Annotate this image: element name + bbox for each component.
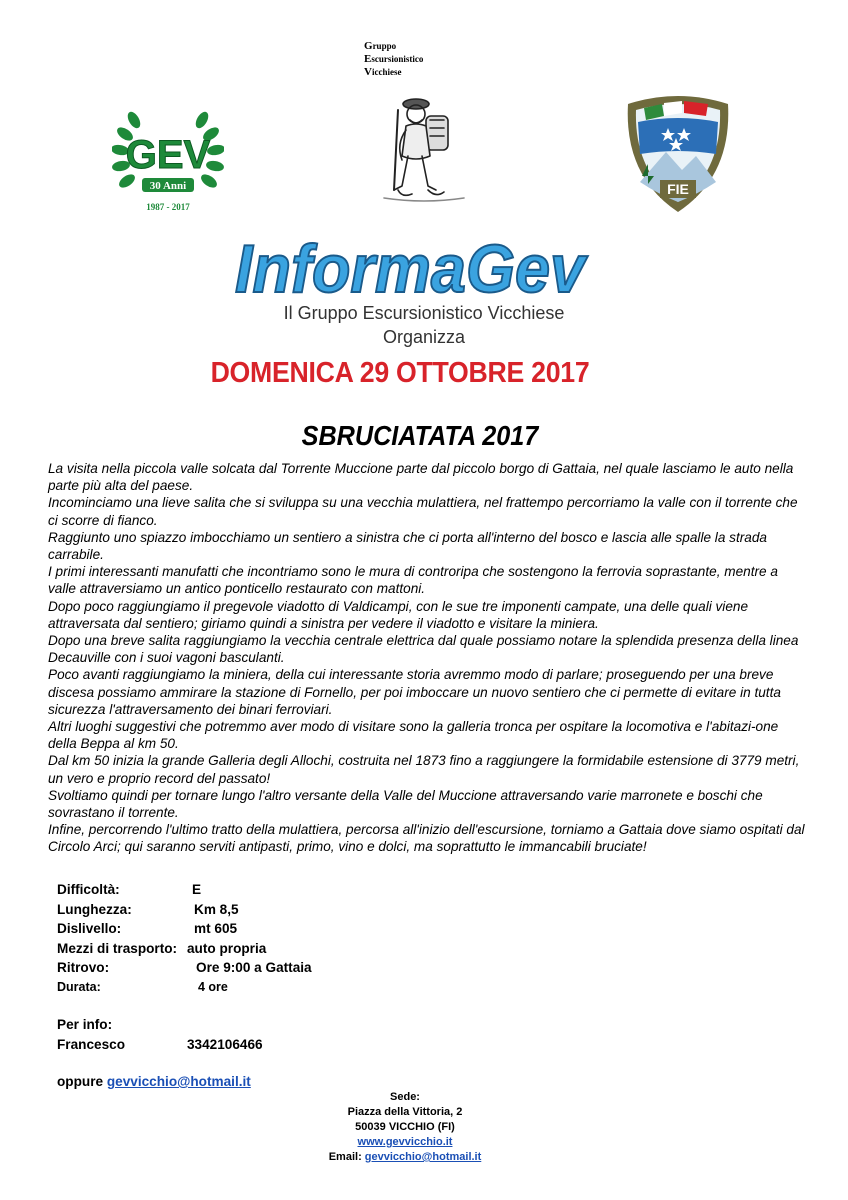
alternative-contact (57, 1074, 251, 1089)
detail-label: Ritrovo: (57, 960, 110, 975)
detail-value: Ore 9:00 a Gattaia (196, 960, 312, 975)
description-paragraph: La visita nella piccola valle solcata dal Torrente Muccione parte dal piccolo borgo di Gattaia, nel quale lasciamo le auto nella parte più alta del paese. (48, 461, 794, 494)
detail-value: Km 8,5 (194, 901, 239, 917)
detail-value: E (192, 882, 202, 897)
fie-logo-text: FIE (667, 181, 689, 197)
group-name-initial: G (364, 40, 373, 52)
description-paragraph: Dopo una breve salita raggiungiamo la vecchia centrale elettrica dal quale possiamo notare la splendida presenza della linea Decauville con i suoi vagoni basculanti. (48, 633, 799, 666)
website-link[interactable]: www.gevvicchio.it (357, 1136, 453, 1148)
event-description (48, 460, 808, 856)
contact-phone: 3342106466 (187, 1037, 263, 1052)
description-paragraph: Infine, percorrendo l'ultimo tratto della mulattiera, percorsa all'inizio dell'escursione, torniamo a Gattaia dove siamo ospitati dal Circolo Arci; qui saranno serviti antipasti, primo, vino e dolci, ma soprattutto le immancabili bruciate! (48, 822, 805, 855)
description-paragraph: Svoltiamo quindi per tornare lungo l'altro versante della Valle del Muccione attraversando varie marronete e boschi che sovrastano il torrente. (48, 787, 763, 821)
event-title: SBRUCIATATA 2017 (301, 420, 539, 451)
description-paragraph: Dopo poco raggiungiamo il pregevole viadotto di Valdicampi, con le sue tre imponenti campate, una delle quali viene attraversata dal sentiero; giriamo quindi a sinistra per vedere il viadotto e visitare la miniera. (48, 598, 749, 631)
hiker-icon (376, 90, 472, 208)
sede-email-link[interactable]: gevvicchio@hotmail.it (364, 1151, 482, 1163)
contact-name: Francesco (57, 1037, 126, 1052)
group-name-initial: V (364, 66, 372, 78)
group-name-word: ruppo (372, 41, 397, 51)
gev-anniversary-logo (112, 100, 224, 216)
event-date: DOMENICA 29 OTTOBRE 2017 (210, 357, 590, 389)
informagev-banner (230, 232, 590, 302)
description-paragraph: I primi interessanti manufatti che incontriamo sono le mura di controripa che sostengono la ferrovia soprastante, mentre a valle attraversiamo un antico ponticello restaurato con mattoni. (48, 564, 778, 597)
sede-email-label: Email: (328, 1151, 362, 1163)
group-name-word: icchiese (371, 67, 402, 77)
gev-logo-anniversary: 30 Anni (149, 180, 187, 192)
detail-label: Difficoltà: (57, 882, 120, 897)
gev-logo-letters: GEV (125, 133, 211, 177)
organizer-line: Il Gruppo Escursionistico Vicchiese (283, 303, 565, 323)
sede-label: Sede: (390, 1091, 420, 1103)
group-name-word: scursionistico (371, 54, 424, 64)
detail-value: mt 605 (194, 921, 238, 936)
oppure-label: oppure (57, 1074, 104, 1089)
detail-value: auto propria (187, 940, 267, 956)
organizer-label: Organizza (382, 327, 466, 347)
sede-address-line2: 50039 VICCHIO (FI) (355, 1121, 455, 1133)
description-paragraph: Dal km 50 inizia la grande Galleria degli Allochi, costruita nel 1873 fino a raggiungere la formidabile estensione di 3779 metri, un vero e proprio record del passato! (48, 753, 800, 786)
detail-label: Durata: (57, 979, 101, 994)
description-paragraph: Incominciamo una lieve salita che si sviluppa su una vecchia mulattiera, nel frattempo percorriamo la valle con il torrente che ci scorre di fianco. (48, 495, 798, 528)
banner-title: InformaGev (235, 232, 588, 302)
detail-label: Mezzi di trasporto: (57, 940, 178, 956)
sede-address-line1: Piazza della Vittoria, 2 (347, 1106, 463, 1118)
description-paragraph: Poco avanti raggiungiamo la miniera, della cui interessante storia avremmo modo di parlare; proseguendo per una breve discesa possiamo ammirare la stazione di Fornello, per poi imboccare un nuovo sentiero che ci permette di evitare in tutta sicurezza l'attraversamento dei binari ferroviari. (48, 667, 781, 717)
contact-row (57, 1037, 263, 1057)
info-label: Per info: (57, 1017, 113, 1032)
detail-label: Dislivello: (57, 921, 122, 936)
group-name (364, 40, 423, 79)
detail-label: Lunghezza: (57, 901, 132, 917)
description-paragraph: Altri luoghi suggestivi che potremmo aver modo di visitare sono la galleria tronca per ospitare la locomotiva e l'abitazi-one della Beppa al km 50. (48, 719, 779, 752)
contact-email-link[interactable]: gevvicchio@hotmail.it (106, 1074, 251, 1089)
group-name-initial: E (364, 53, 372, 65)
headquarters (310, 1090, 500, 1165)
detail-value: 4 ore (198, 979, 228, 994)
gev-logo-years: 1987 - 2017 (146, 202, 190, 212)
contact-info (57, 1017, 263, 1057)
description-paragraph: Raggiunto uno spiazzo imbocchiamo un sentiero a sinistra che ci porta all'interno del bosco e lascia alle spalle la strada carrabile. (48, 529, 767, 563)
sede-email-row (310, 1150, 500, 1165)
fie-shield-icon (618, 90, 738, 216)
